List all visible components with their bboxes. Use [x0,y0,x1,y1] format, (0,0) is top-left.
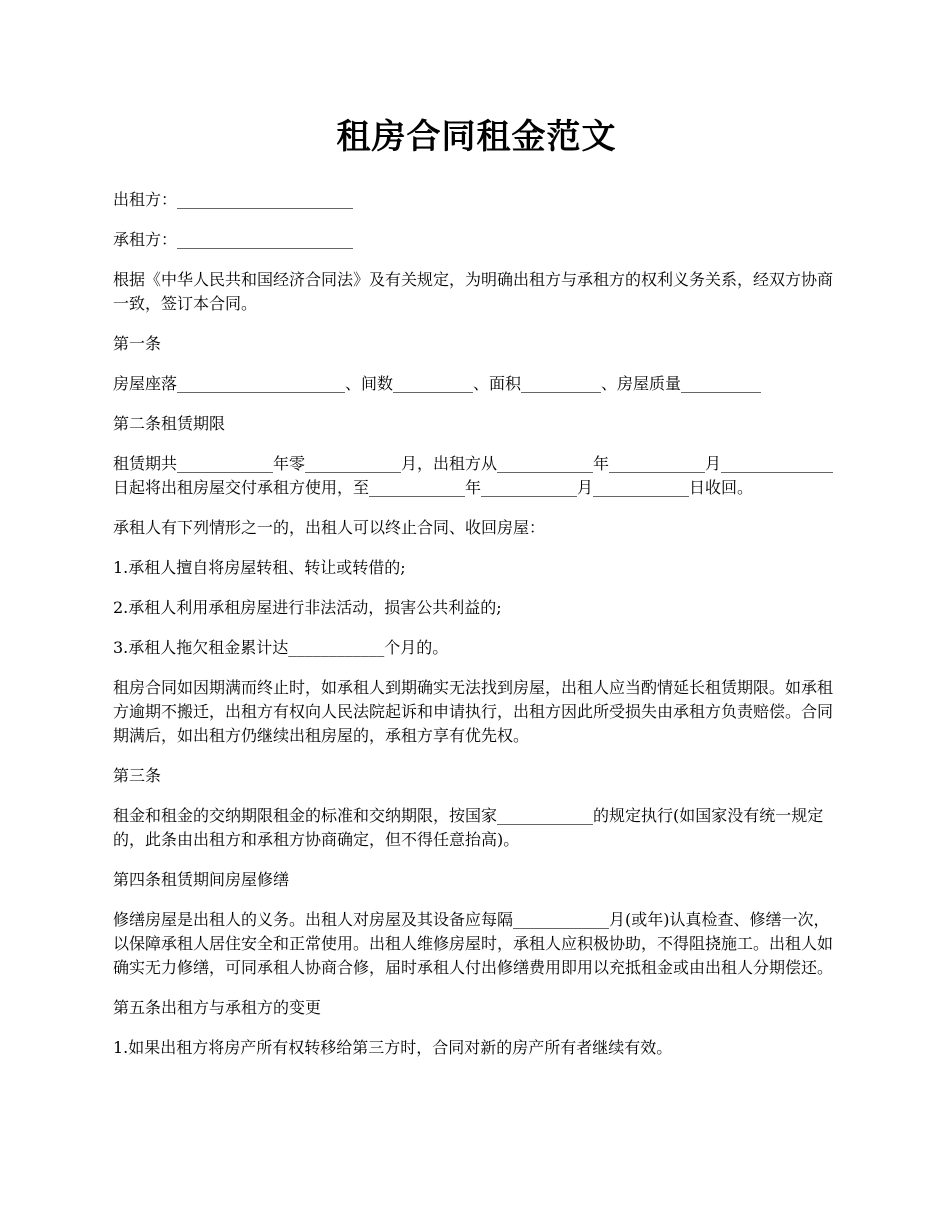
article-5-heading: 第五条出租方与承租方的变更 [113,998,322,1017]
repair-paragraph: 修缮房屋是出租人的义务。出租人对房屋及其设备应每隔____________月(或年)认真检查、修缮一次，以保障承租人居住安全和正常使用。出租人维修房屋时，承租人应积极协助，不得阻挠施工。出租人如确实无力修缮，可同承租人协商合修，届时承租人付出修缮费用即用以充抵租金或由出租人分期偿还。 [113,910,834,977]
termination-item-1: 1.承租人擅自将房屋转租、转让或转借的; [113,558,406,577]
rent-paragraph: 租金和租金的交纳期限租金的标准和交纳期限，按国家____________的规定执行(如国家没有统一规定的，此条由出租方和承租方协商确定，但不得任意抬高)。 [113,806,824,849]
article-1-heading: 第一条 [113,334,162,353]
termination-item-3: 3.承租人拖欠租金累计达____________个月的。 [113,638,449,657]
article-2-heading: 第二条租赁期限 [113,414,226,433]
document-title: 租房合同租金范文 [336,117,617,157]
change-item-1: 1.如果出租方将房产所有权转移给第三方时，合同对新的房产所有者继续有效。 [113,1038,673,1057]
article-4-heading: 第四条租赁期间房屋修缮 [113,870,290,889]
preamble-paragraph: 根据《中华人民共和国经济合同法》及有关规定，为明确出租方与承租方的权利义务关系，经双方协商一致，签订本合同。 [113,270,834,313]
article-3-heading: 第三条 [113,766,162,785]
house-location-paragraph: 房屋座落_____________________、间数__________、面积__________、房屋质量__________ [113,374,762,393]
termination-item-2: 2.承租人利用承租房屋进行非法活动，损害公共利益的; [113,598,502,617]
lease-term-paragraph: 租赁期共____________年零____________月，出租方从____________年____________月______________日起将出租房屋交付承租方使用，至____________年____________月____________日收回。 [113,454,834,497]
lessee-line: 承租方：______________________ [113,230,354,249]
lessor-line: 出租方：______________________ [113,190,354,209]
termination-intro-paragraph: 承租人有下列情形之一的，出租人可以终止合同、收回房屋： [113,518,546,537]
expiry-paragraph: 租房合同如因期满而终止时，如承租人到期确实无法找到房屋，出租人应当酌情延长租赁期限。如承租方逾期不搬迁，出租方有权向人民法院起诉和申请执行，出租方因此所受损失由承租方负责赔偿。合同期满后，如出租方仍继续出租房屋的，承租方享有优先权。 [113,678,834,745]
